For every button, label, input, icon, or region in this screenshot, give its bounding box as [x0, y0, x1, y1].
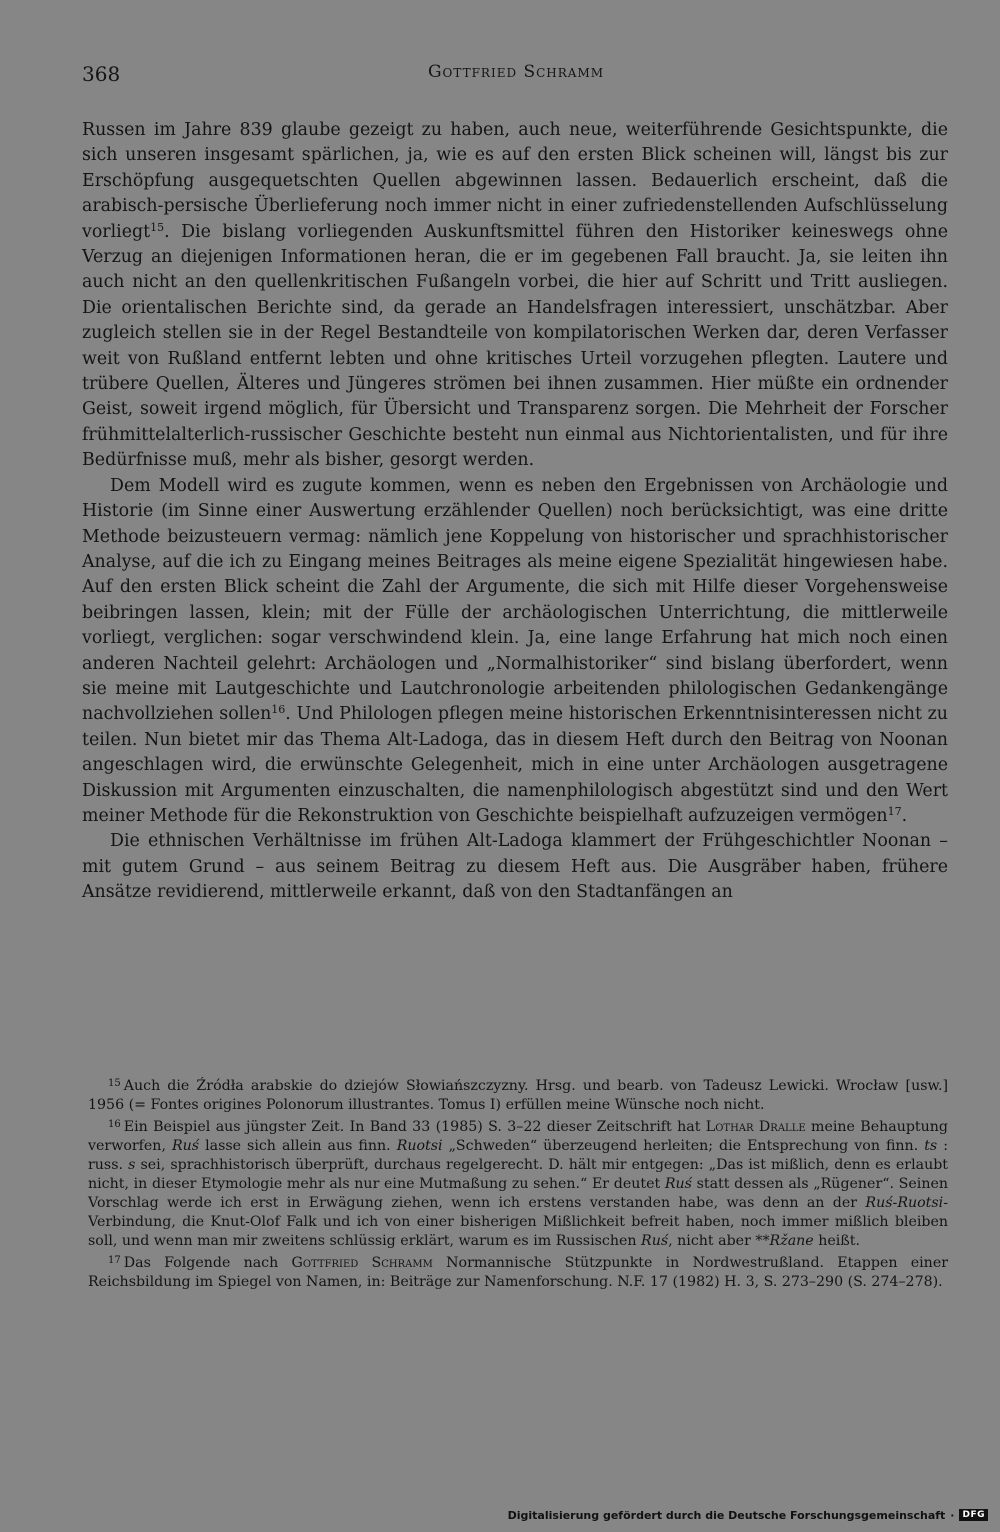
paragraph-text: .	[901, 805, 908, 826]
italic-term: s	[128, 1157, 136, 1173]
italic-term: Ruś	[641, 1233, 669, 1249]
author-name: Lothar Dralle	[705, 1119, 806, 1135]
dfg-logo-icon: DFG	[959, 1509, 988, 1521]
page-header	[82, 62, 950, 92]
footnote-ref: 15	[150, 220, 165, 234]
footnotes	[88, 1074, 948, 1292]
footnote-text: sei, sprachhistorisch überprüft, durchaus regelgerecht. D. hält mir entgegen: „Das ist mißlich, denn es erlaubt nicht, in dieser Etymologie mehr als nur eine Mutmaßung zu sehen.“ Er deutet	[88, 1157, 948, 1192]
footnote-text: „Schweden“ überzeugend herleiten; die Entsprechung von finn.	[442, 1138, 925, 1154]
paragraph-3: Die ethnischen Verhältnisse im frühen Alt-Ladoga klammert der Frühgeschichtler Noonan – mit gutem Grund – aus seinem Beitrag zu diesem Heft aus. Die Ausgräber haben, frühere Ansätze revidierend, mittlerweile erkannt, daß von den Stadtanfängen an	[82, 831, 948, 903]
paragraph-text: Dem Modell wird es zugute kommen, wenn es neben den Ergebnissen von Archäologie und Historie (im Sinne einer Auswertung erzählender Quellen) noch berücksichtigt, was eine dritte Methode beizusteuern vermag: nämlich jene Koppelung von historischer und sprachhistorischer Analyse, auf die ich zu Eingang meines Beitrages als meine eigene Spezialität hingewiesen habe. Auf den ersten Blick scheint die Zahl der Argumente, die sich mit Hilfe dieser Vorgehensweise beibringen lassen, klein; mit der Fülle der archäologischen Unterrichtung, die mittlerweile vorliegt, verglichen: sogar verschwindend klein. Ja, eine lange Erfahrung hat mich noch einen anderen Nachteil gelehrt: Archäologen und „Normalhistoriker“ sind bislang überfordert, wenn sie meine mit Lautgeschichte und Lautchronologie arbeitenden philologischen Gedankengänge nachvollziehen sollen	[82, 475, 948, 725]
footnote-text: Auch die Źródła arabskie do dziejów Słowiańszczyzny. Hrsg. und bearb. von Tadeusz Lewicki. Wrocław [usw.] 1956 (= Fontes origines Polonorum illustrantes. Tomus I) erfüllen meine Wünsche noch nicht.	[88, 1078, 948, 1113]
italic-term: Ruś	[664, 1176, 692, 1192]
italic-term: Ruotsi	[396, 1138, 443, 1154]
italic-term: Ruś	[171, 1138, 200, 1154]
running-head: Gottfried Schramm	[427, 62, 605, 82]
paragraph-text: . Die bislang vorliegenden Auskunftsmittel führen den Historiker keineswegs ohne Verzug an diejenigen Informationen heran, die er im gegebenen Fall braucht. Ja, sie leiten ihn auch nicht an den quellenkritischen Fußangeln vorbei, die hier auf Schritt und Tritt ausliegen. Die orientalischen Berichte sind, da gerade an Handelsfragen interessiert, unschätzbar. Aber zugleich stellen sie in der Regel Bestandteile von kompilatorischen Werken dar, deren Verfasser weit von Rußland entfernt lebten und ohne kritisches Urteil vorzugehen pflegten. Lautere und trübere Quellen, Älteres und Jüngeres strömen bei ihnen zusammen. Hier müßte ein ordnender Geist, soweit irgend möglich, für Übersicht und Transparenz sorgen. Die Mehrheit der Forscher frühmittelalterlich-russischer Geschichte besteht nun einmal aus Nichtorientalisten, und für ihre Bedürfnisse muß, mehr als bisher, gesorgt werden.	[82, 221, 948, 471]
italic-term: ts	[924, 1138, 938, 1154]
paragraph-text: Russen im Jahre 839 glaube gezeigt zu haben, auch neue, weiterführende Gesichtspunkte, die sich unseren insgesamt spärlichen, ja, wie es auf den ersten Blick scheinen will, längst bis zur Erschöpfung ausgequetschten Quellen abgewinnen lassen. Bedauerlich erscheint, daß die arabisch-persische Überlieferung noch immer nicht in einer zufriedenstellenden Aufschlüsselung vorliegt	[82, 120, 948, 242]
footnote-text: meine Behauptung verworfen,	[88, 1119, 948, 1154]
footnote-text: , nicht aber	[668, 1233, 756, 1249]
footnote-ref: 17	[887, 804, 902, 818]
footer-text: Digitalisierung gefördert durch die Deutsche Forschungsgemeinschaft	[507, 1508, 946, 1522]
footnote-text: Ein Beispiel aus jüngster Zeit. In Band 33 (1985) S. 3–22 dieser Zeitschrift hat	[123, 1119, 706, 1135]
italic-term: Ruś-Ruotsi	[865, 1195, 944, 1211]
footnote-17	[88, 1251, 948, 1292]
footnote-text: Normannische Stützpunkte in Nordwestrußland. Etappen einer Reichsbildung im Spiegel von Namen, in: Beiträge zur Namenforschung. N.F. 17 (1982) H. 3, S. 273–290 (S. 274–278).	[88, 1255, 948, 1290]
footnote-text: : russ.	[88, 1138, 948, 1173]
footnote-number: 15	[108, 1078, 121, 1089]
footnote-number: 16	[108, 1119, 121, 1130]
footnote-text: heißt.	[813, 1233, 860, 1249]
footnote-15	[88, 1074, 948, 1115]
author-name: Gottfried Schramm	[291, 1255, 433, 1271]
footnote-16	[88, 1115, 948, 1251]
digitization-footer	[508, 1506, 988, 1524]
paragraph-1	[82, 118, 948, 474]
footnote-ref: 16	[271, 703, 286, 717]
footnote-text: Das Folgende nach	[123, 1255, 292, 1271]
footnote-number: 17	[108, 1255, 121, 1266]
footnote-text: lasse sich allein aus finn.	[199, 1138, 397, 1154]
footer-separator: ·	[950, 1508, 955, 1522]
italic-term: **Ržane	[755, 1233, 814, 1249]
paragraph-text: . Und Philologen pflegen meine historischen Erkenntnisinteressen nicht zu teilen. Nun bietet mir das Thema Alt-Ladoga, das in diesem Heft durch den Beitrag von Noonan angeschlagen wird, die erwünschte Gelegenheit, mich in eine unter Archäologen ausgetragene Diskussion mit Argumenten einzuschalten, die namenphilologisch abgestützt sind und den Wert meiner Methode für die Rekonstruktion von Geschichte beispielhaft aufzuzeigen vermögen	[82, 704, 948, 826]
body-text	[82, 118, 948, 906]
page-number: 368	[82, 62, 121, 86]
paragraph-2	[82, 474, 948, 830]
footnote-text: -Verbindung, die Knut-Olof Falk und ich von einer bisherigen Mißlichkeit befreit haben, noch immer mißlich bleiben soll, und wenn man mir zweitens schlüssig erklärt, warum es im Russischen	[88, 1195, 948, 1249]
footnote-text: statt dessen als „Rügener“. Seinen Vorschlag werde ich erst in Erwägung ziehen, wenn ich erstens verstanden habe, was denn an der	[88, 1176, 948, 1211]
